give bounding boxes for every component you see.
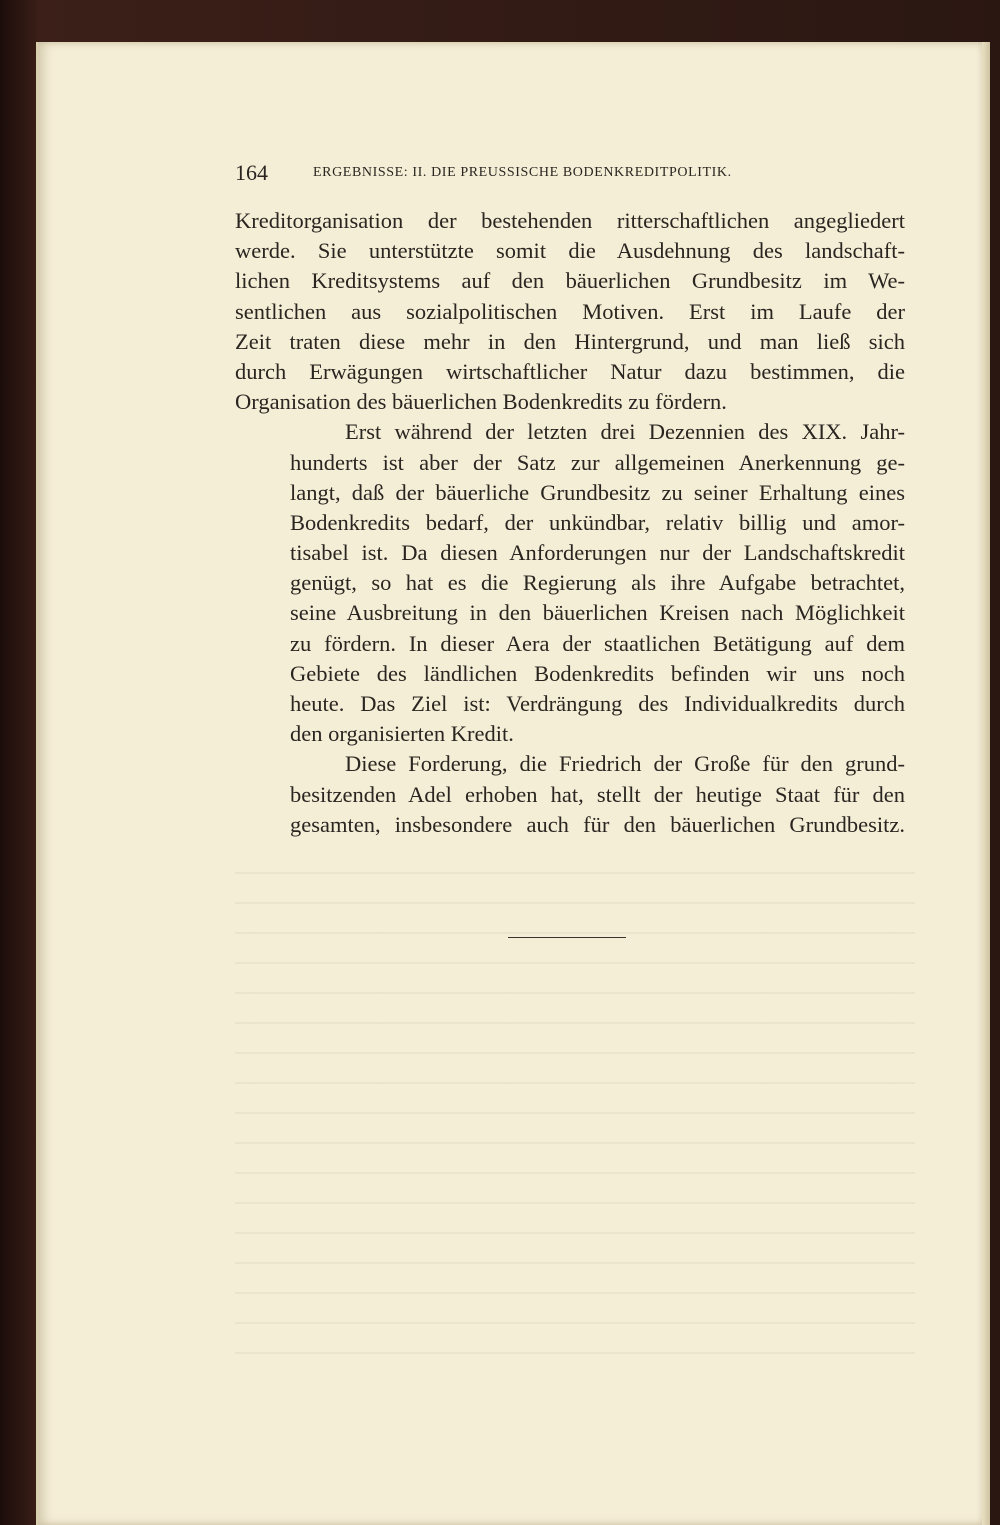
text-line: genügt, so hat es die Regierung als ihre Aufgabe betrachtet, [290, 570, 905, 596]
text-line: zu fördern. In dieser Aera der staatlichen Betätigung auf dem [290, 630, 905, 656]
page-edge [982, 42, 990, 1525]
text-line: tisabel ist. Da diesen Anforderungen nur der Landschaftskredit [290, 540, 905, 566]
text-line: lichen Kreditsystems auf den bäuerlichen Grundbesitz im We- [235, 268, 905, 294]
paragraph-2 [235, 417, 905, 749]
text-line: Zeit traten diese mehr in den Hintergrund, und man ließ sich [235, 328, 905, 354]
text-line: Diese Forderung, die Friedrich der Große für den grund- [345, 751, 905, 777]
body-text [235, 206, 905, 840]
text-line: seine Ausbreitung in den bäuerlichen Kreisen nach Möglichkeit [290, 600, 905, 626]
text-line: Gebiete des ländlichen Bodenkredits befinden wir uns noch [290, 660, 905, 686]
show-through-text [235, 860, 915, 1380]
text-line: langt, daß der bäuerliche Grundbesitz zu seiner Erhaltung eines [290, 479, 905, 505]
text-line: hunderts ist aber der Satz zur allgemeinen Anerkennung ge- [290, 449, 905, 475]
text-line: den organisierten Kredit. [290, 721, 514, 747]
text-line: Erst während der letzten drei Dezennien des XIX. Jahr- [345, 419, 905, 445]
text-line: Bodenkredits bedarf, der unkündbar, relativ billig und amor- [290, 509, 905, 535]
page-header [235, 160, 925, 190]
paragraph-3 [235, 749, 905, 840]
text-line: werde. Sie unterstützte somit die Ausdehnung des landschaft- [235, 238, 905, 264]
running-head: ERGEBNISSE: II. DIE PREUSSISCHE BODENKREDITPOLITIK. [313, 165, 732, 180]
text-line: Kreditorganisation der bestehenden ritterschaftlichen angegliedert [235, 208, 905, 233]
text-line: heute. Das Ziel ist: Verdrängung des Individualkredits durch [290, 691, 905, 716]
page-number: 164 [235, 160, 268, 185]
paragraph-1 [235, 206, 905, 417]
section-end-rule [508, 937, 626, 938]
text-line: gesamten, insbesondere auch für den bäuerlichen Grundbesitz. [290, 811, 905, 837]
text-line: besitzenden Adel erhoben hat, stellt der heutige Staat für den [290, 781, 905, 807]
text-line: sentlichen aus sozialpolitischen Motiven. Erst im Laufe der [235, 298, 905, 324]
text-line: Organisation des bäuerlichen Bodenkredits zu fördern. [235, 389, 727, 415]
text-line: durch Erwägungen wirtschaftlicher Natur dazu bestimmen, die [235, 358, 905, 384]
